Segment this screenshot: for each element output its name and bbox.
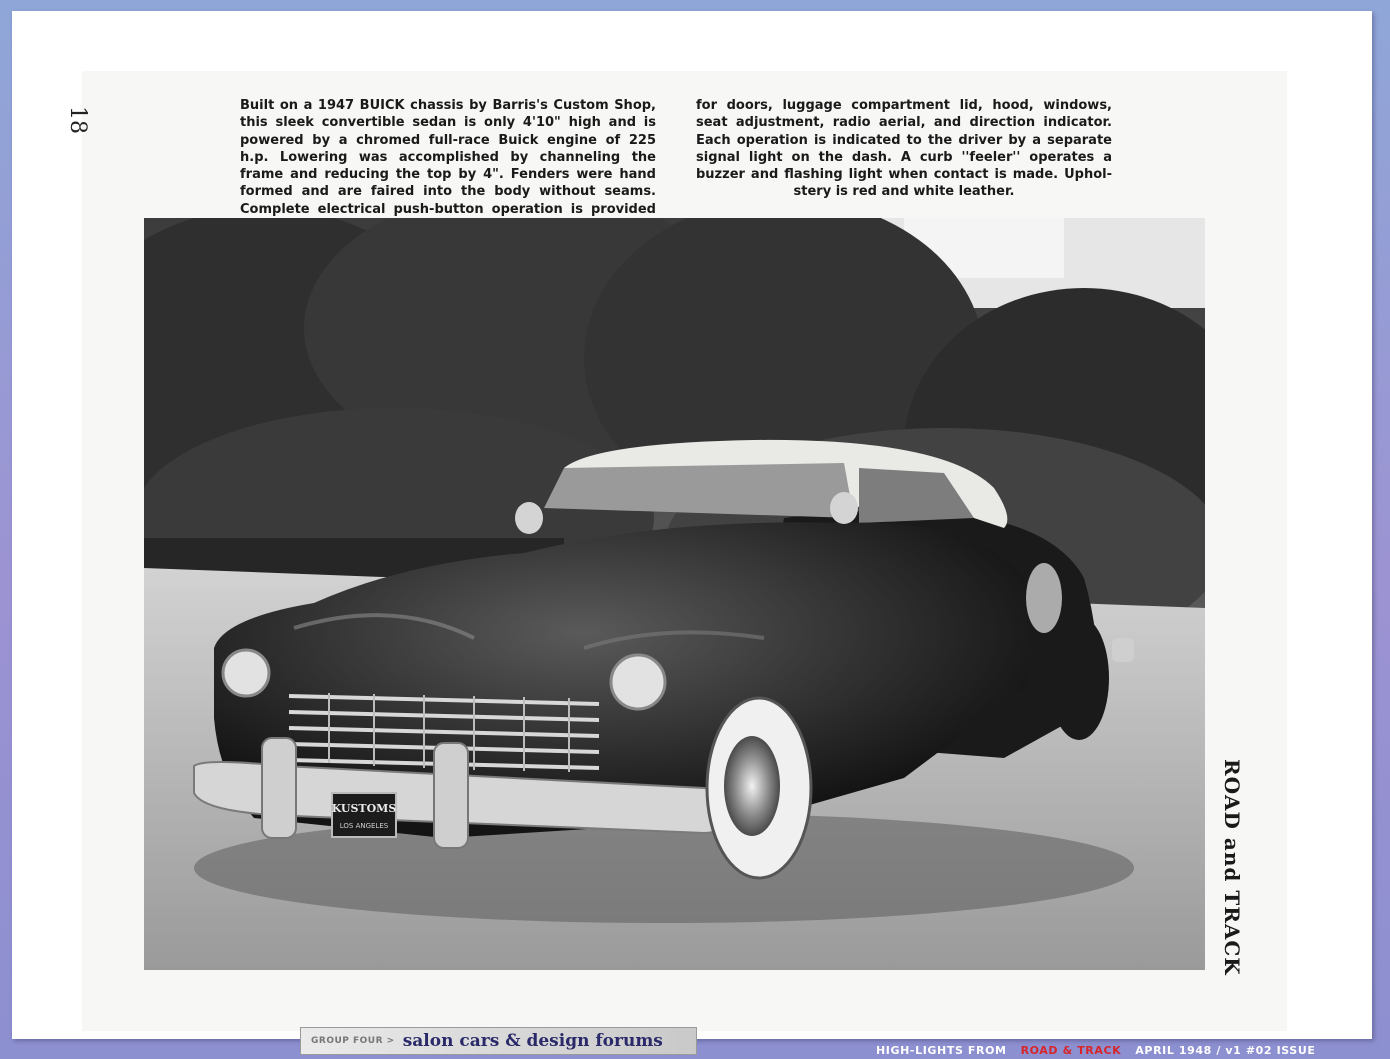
text-line: seat adjustment, radio aerial, and direction indicator.: [696, 115, 1112, 131]
plate-subtext: LOS ANGELES: [339, 822, 389, 830]
article-text-right-column: [696, 97, 1112, 201]
forum-banner[interactable]: [300, 1027, 697, 1055]
text-line: frame and reducing the top by 4". Fenders were hand: [240, 167, 656, 183]
car-photo-illustration: [144, 218, 1205, 970]
text-line: h.p. Lowering was accomplished by channeling the: [240, 149, 656, 165]
car-photograph: [144, 218, 1205, 970]
text-line: Built on a 1947 BUICK chassis by Barris's Custom Shop,: [240, 98, 656, 113]
text-line: this sleek convertible sedan is only 4'10" high and is: [240, 115, 656, 131]
text-line: Complete electrical push-button operation is provided: [240, 201, 656, 217]
magazine-page: [12, 11, 1372, 1039]
text-line: Each operation is indicated to the driver by a separate: [696, 132, 1112, 148]
issue-footer: [876, 1043, 1315, 1057]
magazine-title-vertical: ROAD and TRACK: [1220, 759, 1244, 976]
issue-label: APRIL 1948 / v1 #02 ISSUE: [1135, 1043, 1316, 1057]
text-line: buzzer and flashing light when contact is made. Uphol-: [696, 167, 1112, 183]
article-text-left-column: [240, 97, 656, 218]
text-line: powered by a chromed full-race Buick engine of 225: [240, 132, 656, 148]
text-line: signal light on the dash. A curb ''feeler'' operates a: [696, 149, 1112, 165]
group-label: GROUP FOUR >: [311, 1036, 395, 1046]
plate-text: KUSTOMS: [331, 802, 397, 815]
page-number: 18: [65, 106, 90, 134]
source-label: ROAD & TRACK: [1020, 1043, 1122, 1057]
text-line: formed and are faired into the body without seams.: [240, 184, 656, 200]
highlights-label: HIGH-LIGHTS FROM: [876, 1043, 1007, 1057]
forums-label: salon cars & design forums: [402, 1031, 663, 1051]
text-line: for doors, luggage compartment lid, hood, windows,: [696, 98, 1112, 113]
text-line: stery is red and white leather.: [793, 184, 1015, 200]
